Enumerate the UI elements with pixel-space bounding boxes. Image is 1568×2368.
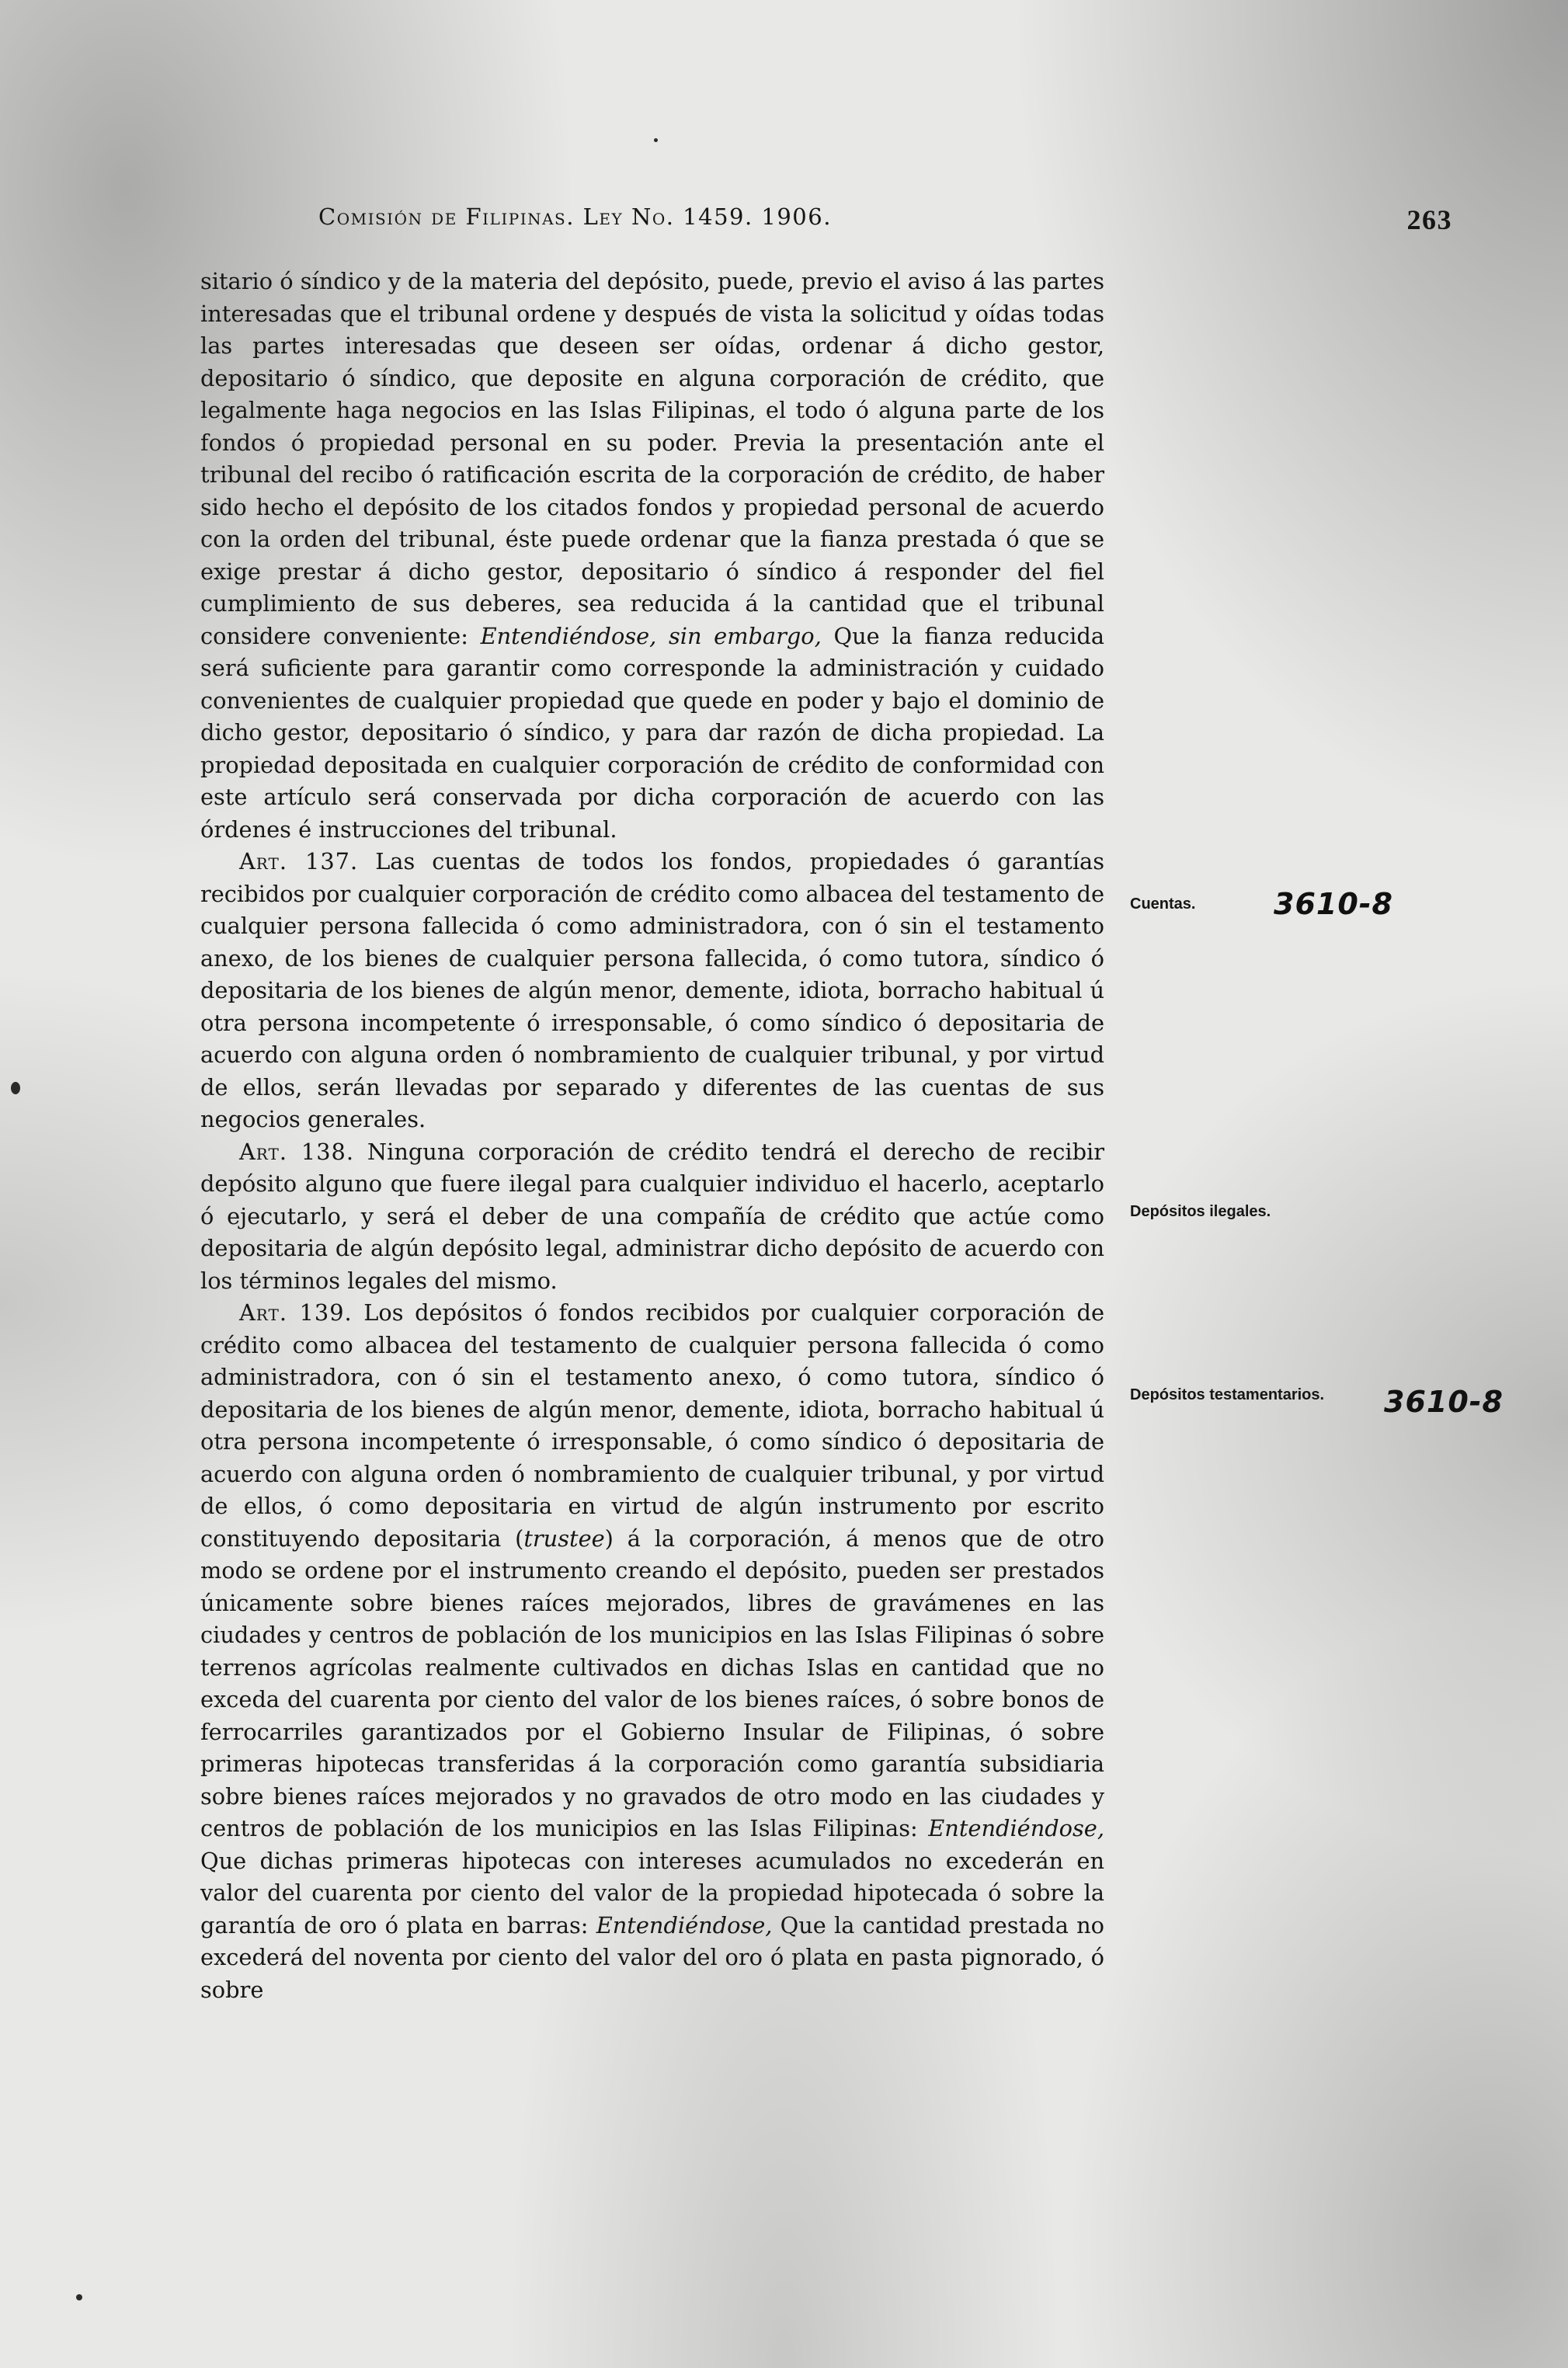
continuation-paragraph: sitario ó síndico y de la materia del depósito, puede, previo el aviso á las partes interesadas que el tribunal ordene y después de vista la solicitud y oídas todas las partes interesadas que deseen ser oídas, ordenar á dicho gestor, depositario ó síndico, que deposite en alguna corporación de crédito, que legalmente haga negocios en las Islas Filipinas, el todo ó alguna parte de los fondos ó propiedad personal en su poder. Previa la presentación ante el tribunal del recibo ó ratificación escrita de la corporación de crédito, de haber sido hecho el depósito de los citados fondos y propiedad personal de acuerdo con la orden del tribunal, éste puede ordenar que la fianza prestada ó que se exige prestar á dicho gestor, depositario ó síndico á responder del fiel cumplimiento de sus deberes, sea reducida á la cantidad que el tribunal considere conveniente: Entendiéndose, sin embargo, Que la fianza reducida será suficiente para garantir como corresponde la administración y cuidado convenientes de cualquier propiedad que quede en poder y bajo el dominio de dicho gestor, depositario ó síndico, y para dar razón de dicha propiedad. La propiedad depositada en cualquier corporación de crédito de conformidad con este artículo será conservada por dicha corporación de acuerdo con las órdenes é instrucciones del tribunal. <box>200 268 1104 843</box>
article-label: Art. 138. <box>239 1138 355 1165</box>
article-label: Art. 139. <box>239 1299 353 1326</box>
margin-note-depositos-ilegales: Depósitos ilegales. <box>1130 1203 1271 1220</box>
page-header <box>318 203 1452 235</box>
margin-note-cuentas: Cuentas. <box>1130 895 1196 913</box>
margin-note-depositos-testamentarios: Depósitos testamentarios. <box>1130 1386 1325 1403</box>
handwritten-note: 3610-8 <box>1274 887 1393 921</box>
handwritten-note: 3610-8 <box>1384 1385 1504 1419</box>
article-137: Art. 137. Las cuentas de todos los fondos, propiedades ó garantías recibidos por cualquier corporación de crédito como albacea del testamento de cualquier persona fallecida ó como administradora, con ó sin el testamento anexo, de los bienes de cualquier persona fallecida, ó como tutora, síndico ó depositaria de los bienes de algún menor, demente, idiota, borracho habitual ú otra persona incompetente ó irresponsable, ó como síndico ó depositaria de acuerdo con alguna orden ó nombramiento de cualquier tribunal, y por virtud de ellos, serán llevadas por separado y diferentes de las cuentas de sus negocios generales. <box>200 848 1104 1132</box>
article-label: Art. 137. <box>239 848 359 875</box>
running-head: Comisión de Filipinas. Ley No. 1459. 1906. <box>318 203 832 230</box>
body-text <box>200 266 1104 2006</box>
ink-spot <box>76 2294 82 2300</box>
article-138: Art. 138. Ninguna corporación de crédito tendrá el derecho de recibir depósito alguno que fuere ilegal para cualquier individuo el hacerlo, aceptarlo ó ejecutarlo, y será el deber de una compañía de crédito que actúe como depositaria de algún depósito legal, administrar dicho depósito de acuerdo con los términos legales del mismo. <box>200 1138 1104 1294</box>
ink-spot <box>11 1082 20 1094</box>
page-number: 263 <box>1406 204 1452 235</box>
ink-spot <box>654 138 658 142</box>
article-139: Art. 139. Los depósitos ó fondos recibidos por cualquier corporación de crédito como albacea del testamento de cualquier persona fallecida ó como administradora, con ó sin el testamento anexo, ó como tutora, síndico ó depositaria de los bienes de algún menor, demente, idiota, borracho habitual ú otra persona incompetente ó irresponsable, ó como síndico ó depositaria de acuerdo con alguna orden ó nombramiento de cualquier tribunal, y por virtud de ellos, ó como depositaria en virtud de algún instrumento por escrito constituyendo depositaria (trustee) á la corporación, á menos que de otro modo se ordene por el instrumento creando el depósito, pueden ser prestados únicamente sobre bienes raíces mejorados, libres de gravámenes en las ciudades y centros de población de los municipios en las Islas Filipinas ó sobre terrenos agrícolas realmente cultivados en dichas Islas en cantidad que no exceda del cuarenta por ciento del valor de los bienes raíces, ó sobre bonos de ferrocarriles garantizados por el Gobierno Insular de Filipinas, ó sobre primeras hipotecas transferidas á la corporación como garantía subsidiaria sobre bienes raíces mejorados y no gravados de otro modo en las ciudades y centros de población de los municipios en las Islas Filipinas: Entendiéndose, Que dichas primeras hipotecas con intereses acumulados no excederán en valor del cuarenta por ciento del valor de la propiedad hipotecada ó sobre la garantía de oro ó plata en barras: Entendiéndose, Que la cantidad prestada no excederá del noventa por ciento del valor del oro ó plata en pasta pignorado, ó sobre <box>200 1299 1105 2003</box>
